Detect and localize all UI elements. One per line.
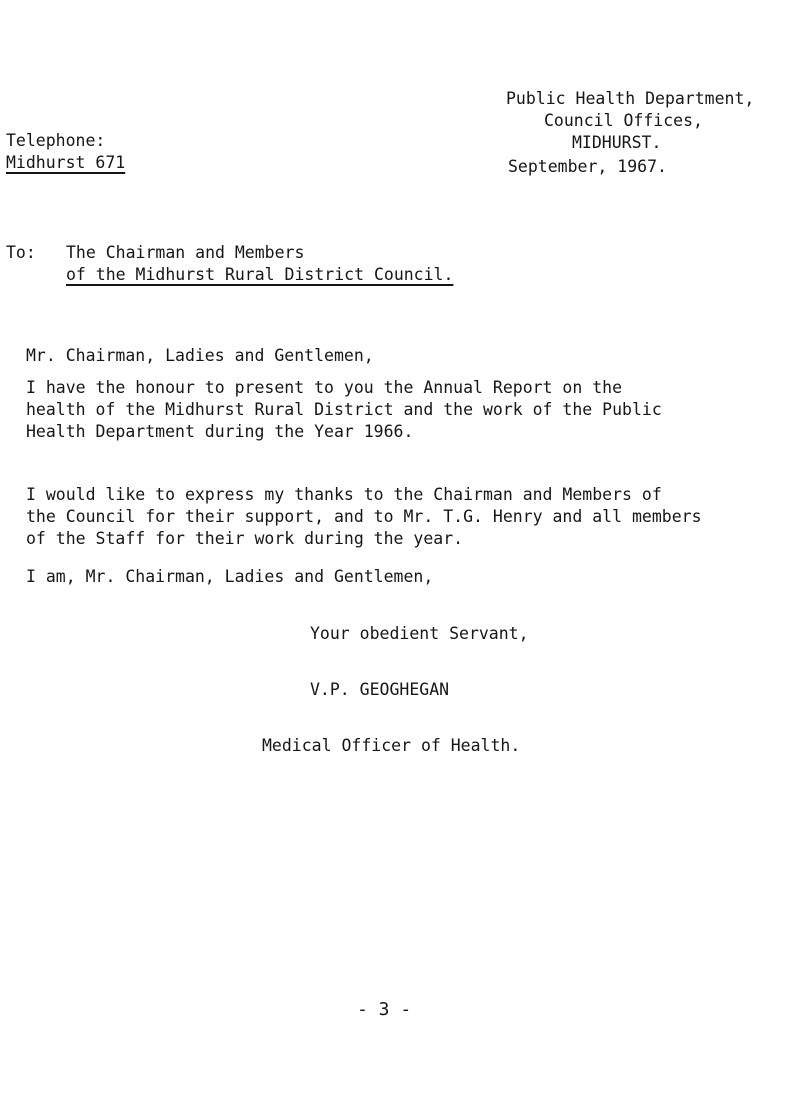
recipient-line-1: The Chairman and Members — [66, 243, 305, 262]
paragraph-2 — [26, 484, 766, 550]
town-line: MIDHURST. — [572, 133, 662, 152]
telephone-number: Midhurst 671 — [6, 153, 126, 172]
valediction: Your obedient Servant, — [310, 624, 529, 643]
paragraph-line: of the Staff for their work during the year. — [26, 529, 464, 548]
paragraph-3: I am, Mr. Chairman, Ladies and Gentlemen, — [26, 567, 434, 586]
paragraph-line: health of the Midhurst Rural District and the work of the Public — [26, 400, 662, 419]
telephone-label: Telephone: — [6, 131, 106, 150]
paragraph-line: the Council for their support, and to Mr. T.G. Henry and all members — [26, 507, 702, 526]
recipient-line-2: of the Midhurst Rural District Council. — [66, 265, 454, 284]
signatory-title: Medical Officer of Health. — [262, 736, 521, 755]
page-number: - 3 - — [357, 999, 412, 1020]
sender-address — [506, 88, 754, 154]
paragraph-line: Health Department during the Year 1966. — [26, 422, 414, 441]
paragraph-line: I have the honour to present to you the Annual Report on the — [26, 378, 623, 397]
paragraph-line: I would like to express my thanks to the Chairman and Members of — [26, 485, 662, 504]
offices-line: Council Offices, — [544, 111, 703, 130]
signatory-name: V.P. GEOGHEGAN — [310, 680, 450, 699]
paragraph-1 — [26, 377, 766, 443]
department-line: Public Health Department, — [506, 89, 755, 108]
salutation: Mr. Chairman, Ladies and Gentlemen, — [26, 346, 374, 365]
recipient-prefix: To: — [6, 243, 36, 262]
letter-date: September, 1967. — [508, 157, 667, 176]
